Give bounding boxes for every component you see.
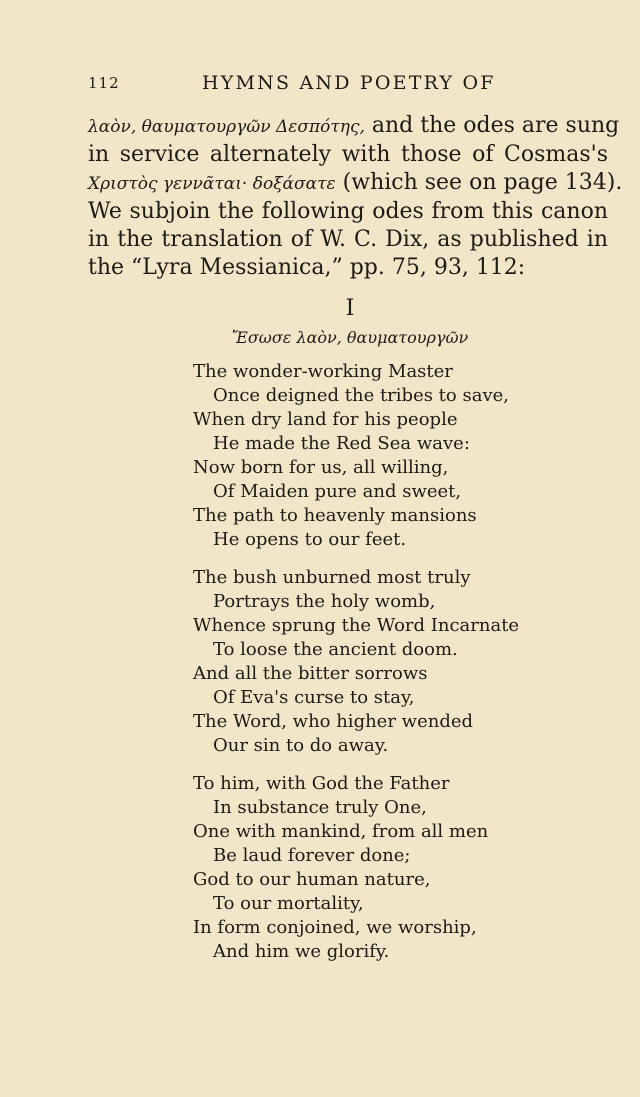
verse-line: The path to heavenly mansions <box>193 505 477 526</box>
stanza <box>193 360 573 552</box>
intro-line <box>88 169 623 198</box>
verse-line: He opens to our feet. <box>213 529 407 550</box>
page-header <box>88 72 558 98</box>
verse-line: To loose the ancient doom. <box>213 639 458 660</box>
intro-line: in service alternately with those of Cosmas's <box>88 142 608 167</box>
verse-line: Now born for us, all willing, <box>193 457 449 478</box>
verse-line: When dry land for his people <box>193 409 458 430</box>
verse-line: Be laud forever done; <box>213 845 411 866</box>
verse-line: One with mankind, from all men <box>193 821 489 842</box>
verse-line: The wonder-working Master <box>193 361 453 382</box>
verse-line: God to our human nature, <box>193 869 431 890</box>
running-head: HYMNS AND POETRY OF <box>202 72 496 94</box>
verse-line: And all the bitter sorrows <box>193 663 428 684</box>
verse-line: Our sin to do away. <box>213 735 389 756</box>
verse-line: He made the Red Sea wave: <box>213 433 470 454</box>
section-incipit: Ἔσωσε λαὸν, θαυματουργῶν <box>231 328 469 347</box>
verse-line: Whence sprung the Word Incarnate <box>193 615 520 636</box>
verse-line: And him we glorify. <box>213 941 390 962</box>
verse-line: To our mortality, <box>213 893 364 914</box>
verse-line: Of Eva's curse to stay, <box>213 687 415 708</box>
intro-line: the “Lyra Messianica,” pp. 75, 93, 112: <box>88 255 526 280</box>
verse-line: In substance truly One, <box>213 797 427 818</box>
verse-line: Portrays the holy womb, <box>213 591 436 612</box>
intro-paragraph <box>88 112 623 282</box>
intro-text: (which see on page 134). <box>335 170 623 195</box>
verse-line: Once deigned the tribes to save, <box>213 385 509 406</box>
greek-phrase: Χριστὸς γεννᾶται· δοξάσατε <box>88 174 336 194</box>
page-number: 112 <box>88 74 120 92</box>
verse-line: In form conjoined, we worship, <box>193 917 477 938</box>
section-numeral: I <box>345 296 355 321</box>
intro-text: and the odes are sung <box>364 113 620 138</box>
poem <box>193 360 573 978</box>
greek-phrase: λαὸν, θαυματουργῶν Δεσπότης, <box>88 117 365 137</box>
stanza <box>193 566 573 758</box>
stanza <box>193 772 573 964</box>
verse-line: The Word, who higher wended <box>193 711 474 732</box>
verse-line: To him, with God the Father <box>193 773 450 794</box>
intro-line: in the translation of W. C. Dix, as published in <box>88 227 608 252</box>
verse-line: Of Maiden pure and sweet, <box>213 481 462 502</box>
intro-line: We subjoin the following odes from this canon <box>88 199 608 224</box>
intro-line <box>88 112 620 141</box>
verse-line: The bush unburned most truly <box>193 567 471 588</box>
